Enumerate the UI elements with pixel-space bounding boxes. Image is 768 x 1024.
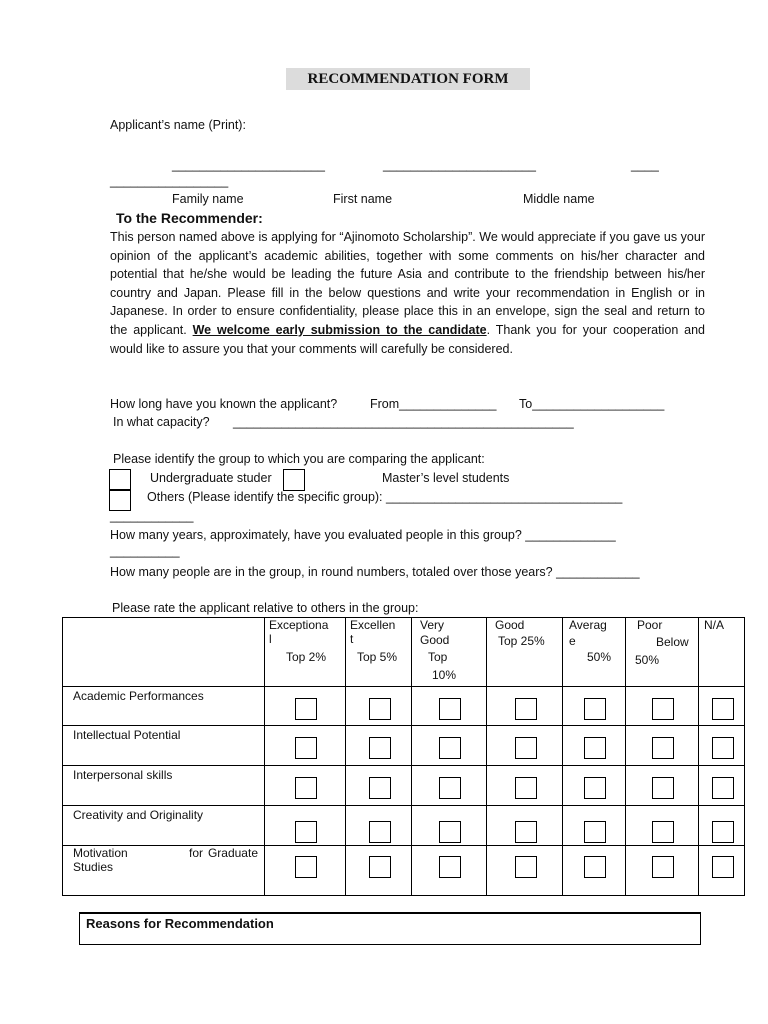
rating-checkbox[interactable] <box>712 856 734 878</box>
row-label-motivation: Motivation for Graduate Studies <box>63 846 265 896</box>
group-prompt: Please identify the group to which you are comparing the applicant: <box>113 452 485 466</box>
rating-checkbox[interactable] <box>515 698 537 720</box>
family-name-line[interactable]: ______________________ <box>172 158 325 172</box>
rating-checkbox[interactable] <box>712 737 734 759</box>
recommender-heading: To the Recommender: <box>116 210 263 226</box>
masters-checkbox[interactable] <box>283 469 305 491</box>
rating-checkbox[interactable] <box>652 821 674 843</box>
reasons-section[interactable] <box>79 912 701 945</box>
rating-checkbox[interactable] <box>652 777 674 799</box>
masters-label: Master’s level students <box>382 471 510 485</box>
known-question: How long have you known the applicant? <box>110 397 338 411</box>
rating-checkbox[interactable] <box>369 856 391 878</box>
rating-checkbox[interactable] <box>295 856 317 878</box>
undergraduate-checkbox[interactable] <box>109 469 131 491</box>
rating-checkbox[interactable] <box>369 698 391 720</box>
rating-checkbox[interactable] <box>515 856 537 878</box>
rate-prompt: Please rate the applicant relative to others in the group: <box>112 601 419 615</box>
rating-checkbox[interactable] <box>369 777 391 799</box>
rating-checkbox[interactable] <box>295 821 317 843</box>
header-blank-cell <box>63 618 265 687</box>
row-label-creativity: Creativity and Originality <box>63 806 265 846</box>
known-to-field[interactable]: To___________________ <box>519 397 665 411</box>
rating-checkbox[interactable] <box>439 856 461 878</box>
row-label-interpersonal: Interpersonal skills <box>63 766 265 806</box>
rating-checkbox[interactable] <box>439 821 461 843</box>
others-field[interactable]: Others (Please identify the specific group): __________________________________ <box>147 490 623 504</box>
header-poor: Poor Below 50% <box>626 618 699 687</box>
form-title: RECOMMENDATION FORM <box>286 68 530 90</box>
rating-checkbox[interactable] <box>439 698 461 720</box>
capacity-question: In what capacity? <box>113 415 210 429</box>
header-very-good: Very Good Top 10% <box>412 618 487 687</box>
undergraduate-label: Undergraduate studer <box>150 471 272 485</box>
header-na: N/A <box>699 618 745 687</box>
rating-checkbox[interactable] <box>712 821 734 843</box>
rating-checkbox[interactable] <box>515 821 537 843</box>
applicant-name-label: Applicant’s name (Print): <box>110 118 246 132</box>
rating-checkbox[interactable] <box>439 777 461 799</box>
rating-checkbox[interactable] <box>295 777 317 799</box>
rating-checkbox[interactable] <box>584 698 606 720</box>
table-row <box>63 846 745 896</box>
header-good: Good Top 25% <box>487 618 563 687</box>
rating-table <box>62 617 745 896</box>
known-from-field[interactable]: From______________ <box>370 397 497 411</box>
first-name-label: First name <box>333 192 393 206</box>
table-row <box>63 806 745 846</box>
rating-checkbox[interactable] <box>369 821 391 843</box>
rating-checkbox[interactable] <box>369 737 391 759</box>
row-label-academic: Academic Performances <box>63 687 265 726</box>
rating-checkbox[interactable] <box>295 737 317 759</box>
rating-checkbox[interactable] <box>295 698 317 720</box>
rating-checkbox[interactable] <box>712 698 734 720</box>
header-average: Averag e 50% <box>563 618 626 687</box>
others-checkbox[interactable] <box>109 489 131 511</box>
table-row <box>63 687 745 726</box>
rating-checkbox[interactable] <box>712 777 734 799</box>
rating-checkbox[interactable] <box>584 777 606 799</box>
rating-checkbox[interactable] <box>584 856 606 878</box>
instructions-paragraph <box>110 228 705 358</box>
paragraph-part2: . Thank you for your cooperation and would like to assure you that your comments will carefully be considered. <box>110 322 705 356</box>
middle-name-line-continued[interactable]: _________________ <box>110 174 229 188</box>
rating-checkbox[interactable] <box>584 821 606 843</box>
people-question[interactable]: How many people are in the group, in round numbers, totaled over those years? ____________ <box>110 565 640 579</box>
table-row <box>63 726 745 766</box>
paragraph-part1: This person named above is applying for “Ajinomoto Scholarship”. We would appreciate if you gave us your opinion of the applicant’s academic abilities, together with some comments on his/her character and potential that he/she would be leading the future Asia and contribute to the friendship between his/her country and Japan. Please fill in the below questions and write your recommendation in English or in Japanese. In order to ensure confidentiality, please place this in an envelope, sign the seal and return to the applicant. <box>110 230 705 337</box>
rating-checkbox[interactable] <box>652 737 674 759</box>
family-name-label: Family name <box>172 192 244 206</box>
rating-checkbox[interactable] <box>652 856 674 878</box>
row-label-intellectual: Intellectual Potential <box>63 726 265 766</box>
header-excellent: Excellen t Top 5% <box>346 618 412 687</box>
table-row <box>63 766 745 806</box>
reasons-label: Reasons for Recommendation <box>86 916 274 931</box>
first-name-line[interactable]: ______________________ <box>383 158 536 172</box>
rating-checkbox[interactable] <box>515 737 537 759</box>
rating-checkbox[interactable] <box>584 737 606 759</box>
rating-checkbox[interactable] <box>439 737 461 759</box>
others-field-continued[interactable]: ____________ <box>110 509 194 523</box>
early-submission-note: We welcome early submission to the candidate <box>192 322 487 337</box>
rating-checkbox[interactable] <box>652 698 674 720</box>
middle-name-label: Middle name <box>523 192 595 206</box>
capacity-field[interactable]: _________________________________________________ <box>233 415 574 429</box>
middle-name-line[interactable]: ____ <box>631 158 659 172</box>
years-field-continued[interactable]: __________ <box>110 544 180 558</box>
years-question[interactable]: How many years, approximately, have you evaluated people in this group? _____________ <box>110 528 616 542</box>
header-exceptional: Exceptiona l Top 2% <box>265 618 346 687</box>
rating-checkbox[interactable] <box>515 777 537 799</box>
